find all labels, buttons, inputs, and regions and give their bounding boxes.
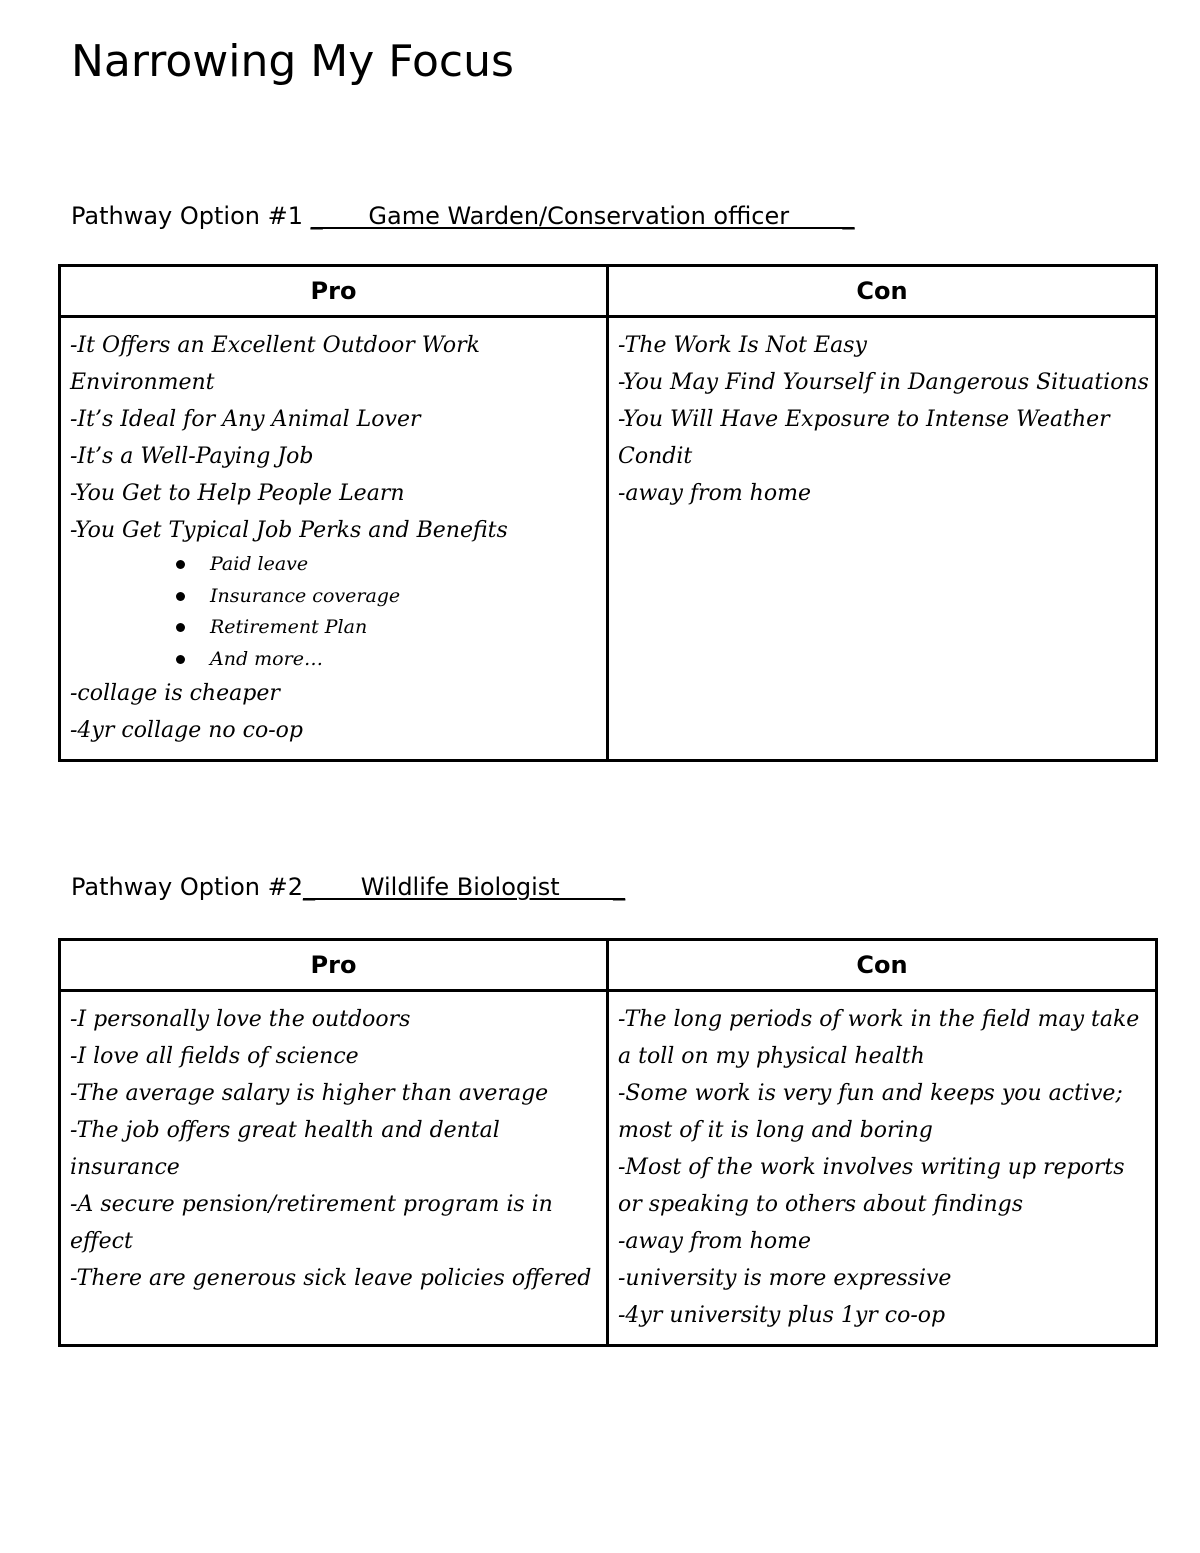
pathway-2-pro-cell: [60, 991, 608, 1346]
list-item: -You Get to Help People Learn: [70, 481, 405, 506]
list-item: -You Will Have Exposure to Intense Weather Condit: [618, 407, 1110, 469]
pathway-1-choice: _ Game Warden/Conservation officer _: [310, 202, 855, 230]
pathway-1-label: Pathway Option #1: [71, 202, 311, 230]
pathway-1-heading: [71, 202, 855, 231]
pro-header: Pro: [60, 940, 608, 991]
benefits-list: [70, 549, 600, 675]
list-item: -The average salary is higher than average: [70, 1081, 549, 1106]
pathway-2-label: Pathway Option #2: [71, 873, 303, 901]
pathway-2-con-cell: [608, 991, 1157, 1346]
pathway-1-con-cell: [608, 317, 1157, 761]
list-item: -It’s a Well-Paying Job: [70, 444, 314, 469]
list-item: -away from home: [618, 1229, 811, 1254]
benefit-item: Insurance coverage: [70, 581, 600, 613]
list-item: -4yr collage no co-op: [70, 718, 303, 743]
list-item: -You Get Typical Job Perks and Benefits: [70, 518, 508, 543]
list-item: -You May Find Yourself in Dangerous Situations: [618, 370, 1149, 395]
list-item: -collage is cheaper: [70, 681, 280, 706]
pro-header: Pro: [60, 266, 608, 317]
list-item: -A secure pension/retirement program is in effect: [70, 1192, 553, 1254]
list-item: -It Offers an Excellent Outdoor Work Environment: [70, 333, 480, 395]
list-item: -It’s Ideal for Any Animal Lover: [70, 407, 421, 432]
list-item: -Most of the work involves writing up reports or speaking to others about findings: [618, 1155, 1125, 1217]
list-item: -I personally love the outdoors: [70, 1007, 411, 1032]
pathway-2-heading: [71, 873, 625, 902]
pathway-2-choice: _ Wildlife Biologist _: [303, 873, 626, 901]
pathway-2-table: [58, 938, 1158, 1347]
pathway-1-pro-cell: [60, 317, 608, 761]
con-header: Con: [608, 266, 1157, 317]
list-item: -away from home: [618, 481, 811, 506]
list-item: -The job offers great health and dental insurance: [70, 1118, 500, 1180]
benefit-item: And more…: [70, 644, 600, 676]
list-item: -university is more expressive: [618, 1266, 952, 1291]
con-header: Con: [608, 940, 1157, 991]
list-item: -I love all fields of science: [70, 1044, 359, 1069]
list-item: -The long periods of work in the field may take a toll on my physical health: [618, 1007, 1140, 1069]
benefit-item: Paid leave: [70, 549, 600, 581]
benefit-item: Retirement Plan: [70, 612, 600, 644]
list-item: -Some work is very fun and keeps you active; most of it is long and boring: [618, 1081, 1123, 1143]
page-title: Narrowing My Focus: [71, 36, 514, 87]
pathway-1-table: [58, 264, 1158, 762]
list-item: -4yr university plus 1yr co-op: [618, 1303, 946, 1328]
list-item: -There are generous sick leave policies offered: [70, 1266, 592, 1291]
list-item: -The Work Is Not Easy: [618, 333, 867, 358]
